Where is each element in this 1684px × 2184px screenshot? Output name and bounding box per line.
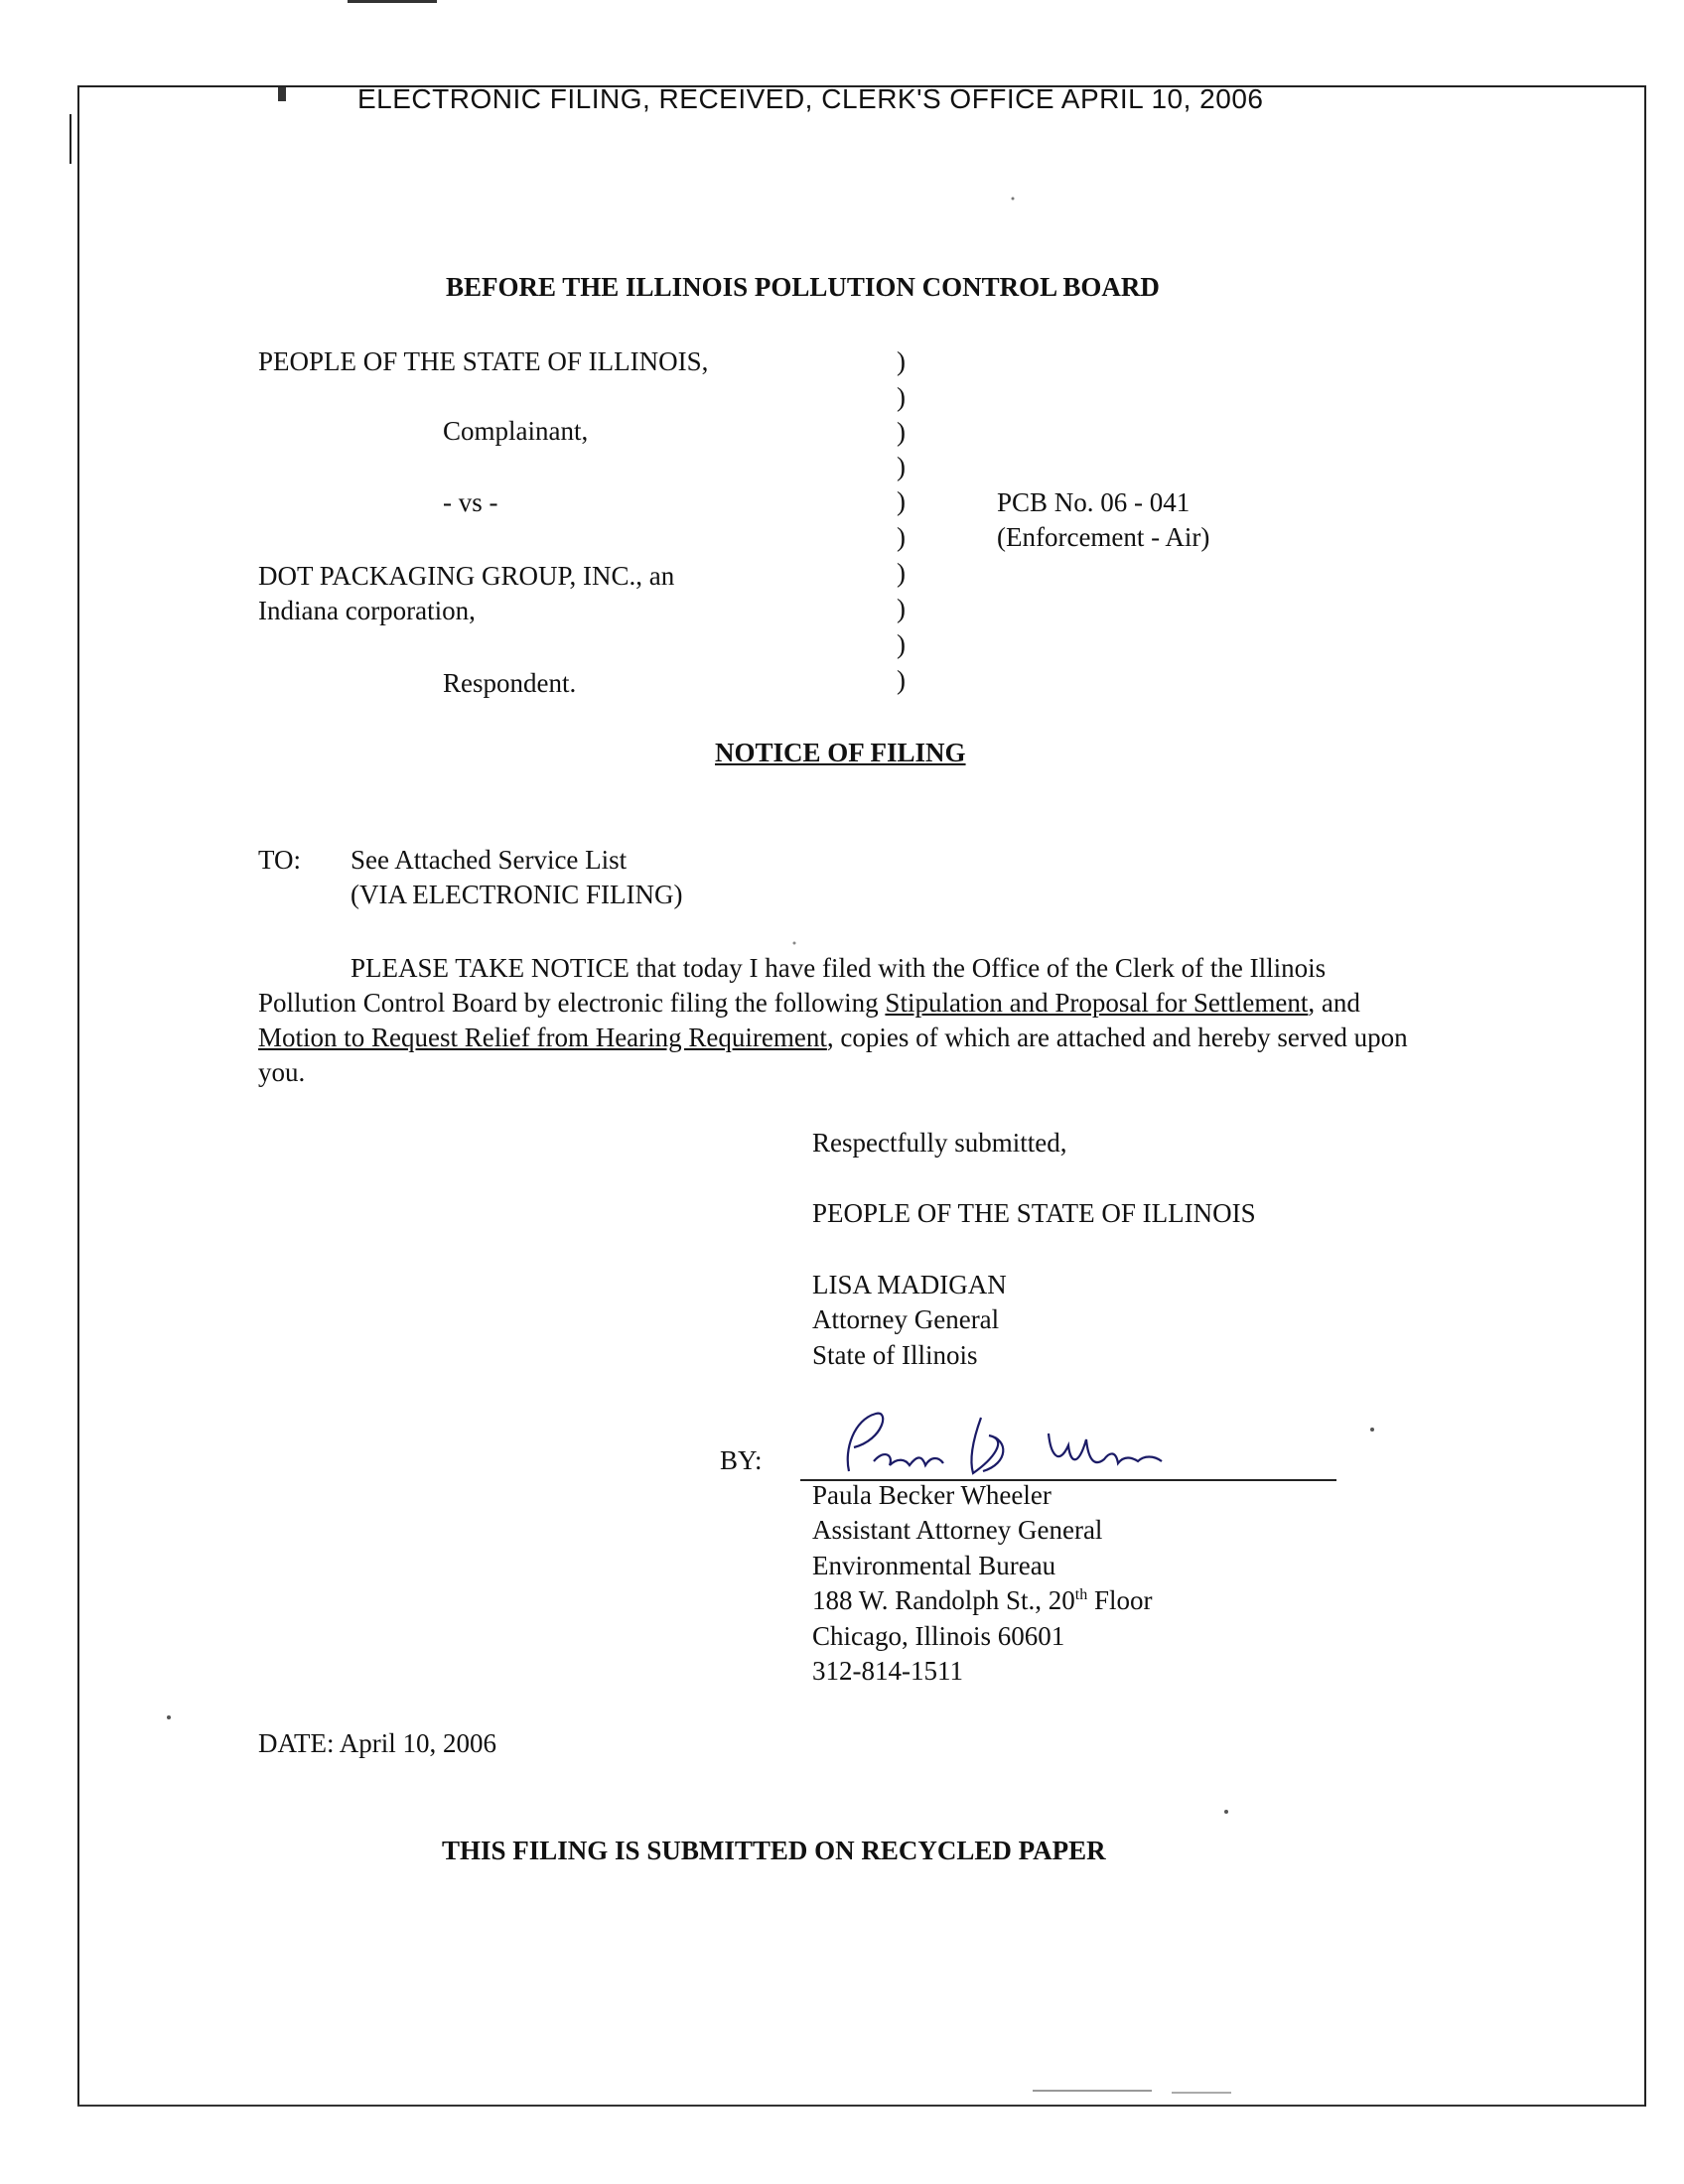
caption-paren: ): [897, 665, 906, 695]
defendant-role: Respondent.: [443, 668, 577, 698]
body-text: PLEASE TAKE NOTICE that today I have filed with the Office of the Clerk of the Illinois Pollution Control Board by electronic filing the following: [258, 953, 1327, 1018]
caption-paren: ): [897, 346, 906, 376]
to-label: TO:: [258, 845, 302, 875]
signer-bureau: Environmental Bureau: [812, 1551, 1056, 1580]
plaintiff-role: Complainant,: [443, 416, 589, 446]
signer-street: [812, 1585, 1153, 1616]
case-type: (Enforcement - Air): [997, 522, 1210, 552]
caption-paren: ): [897, 558, 906, 588]
body-text: , copies of which are attached and hereby served upon you.: [258, 1023, 1408, 1087]
attorney-general-state: State of Illinois: [812, 1340, 978, 1370]
to-line-2: (VIA ELECTRONIC FILING): [351, 880, 683, 909]
to-line-1: See Attached Service List: [351, 845, 628, 875]
notice-title: NOTICE OF FILING: [715, 738, 966, 767]
defendant-line-2: Indiana corporation,: [258, 596, 476, 625]
plaintiff-name: PEOPLE OF THE STATE OF ILLINOIS,: [258, 346, 709, 376]
filing-stamp: ELECTRONIC FILING, RECEIVED, CLERK'S OFFICE APRIL 10, 2006: [357, 83, 1264, 114]
caption-paren: ): [897, 486, 906, 516]
caption-paren: ): [897, 382, 906, 412]
signer-city: Chicago, Illinois 60601: [812, 1621, 1065, 1651]
filing-date: DATE: April 10, 2006: [258, 1728, 496, 1758]
by-label: BY:: [720, 1445, 763, 1475]
people-of-illinois: PEOPLE OF THE STATE OF ILLINOIS: [812, 1198, 1256, 1228]
caption-paren: ): [897, 522, 906, 552]
case-number: PCB No. 06 - 041: [997, 487, 1191, 517]
respectfully-submitted: Respectfully submitted,: [812, 1128, 1067, 1158]
stipulation-title: Stipulation and Proposal for Settlement: [885, 988, 1309, 1018]
street-text: 188 W. Randolph St., 20: [812, 1585, 1075, 1615]
signer-phone: 312-814-1511: [812, 1656, 963, 1686]
signer-title: Assistant Attorney General: [812, 1515, 1103, 1545]
caption-paren: ): [897, 417, 906, 447]
body-text: , and: [1308, 988, 1360, 1018]
attorney-general-name: LISA MADIGAN: [812, 1270, 1007, 1299]
caption-paren: ): [897, 629, 906, 659]
defendant-line-1: DOT PACKAGING GROUP, INC., an: [258, 561, 675, 591]
caption-paren: ): [897, 594, 906, 623]
signer-name: Paula Becker Wheeler: [812, 1480, 1052, 1510]
notice-body: [258, 951, 1420, 1090]
board-heading: BEFORE THE ILLINOIS POLLUTION CONTROL BOARD: [446, 272, 1160, 302]
attorney-general-title: Attorney General: [812, 1304, 1000, 1334]
handwritten-signature: [814, 1400, 1211, 1489]
street-ordinal: th: [1074, 1586, 1088, 1603]
recycled-paper-note: THIS FILING IS SUBMITTED ON RECYCLED PAPER: [442, 1836, 1106, 1865]
caption-paren: ): [897, 452, 906, 481]
motion-title: Motion to Request Relief from Hearing Requirement: [258, 1023, 827, 1052]
versus: - vs -: [443, 487, 498, 517]
street-text: Floor: [1087, 1585, 1153, 1615]
